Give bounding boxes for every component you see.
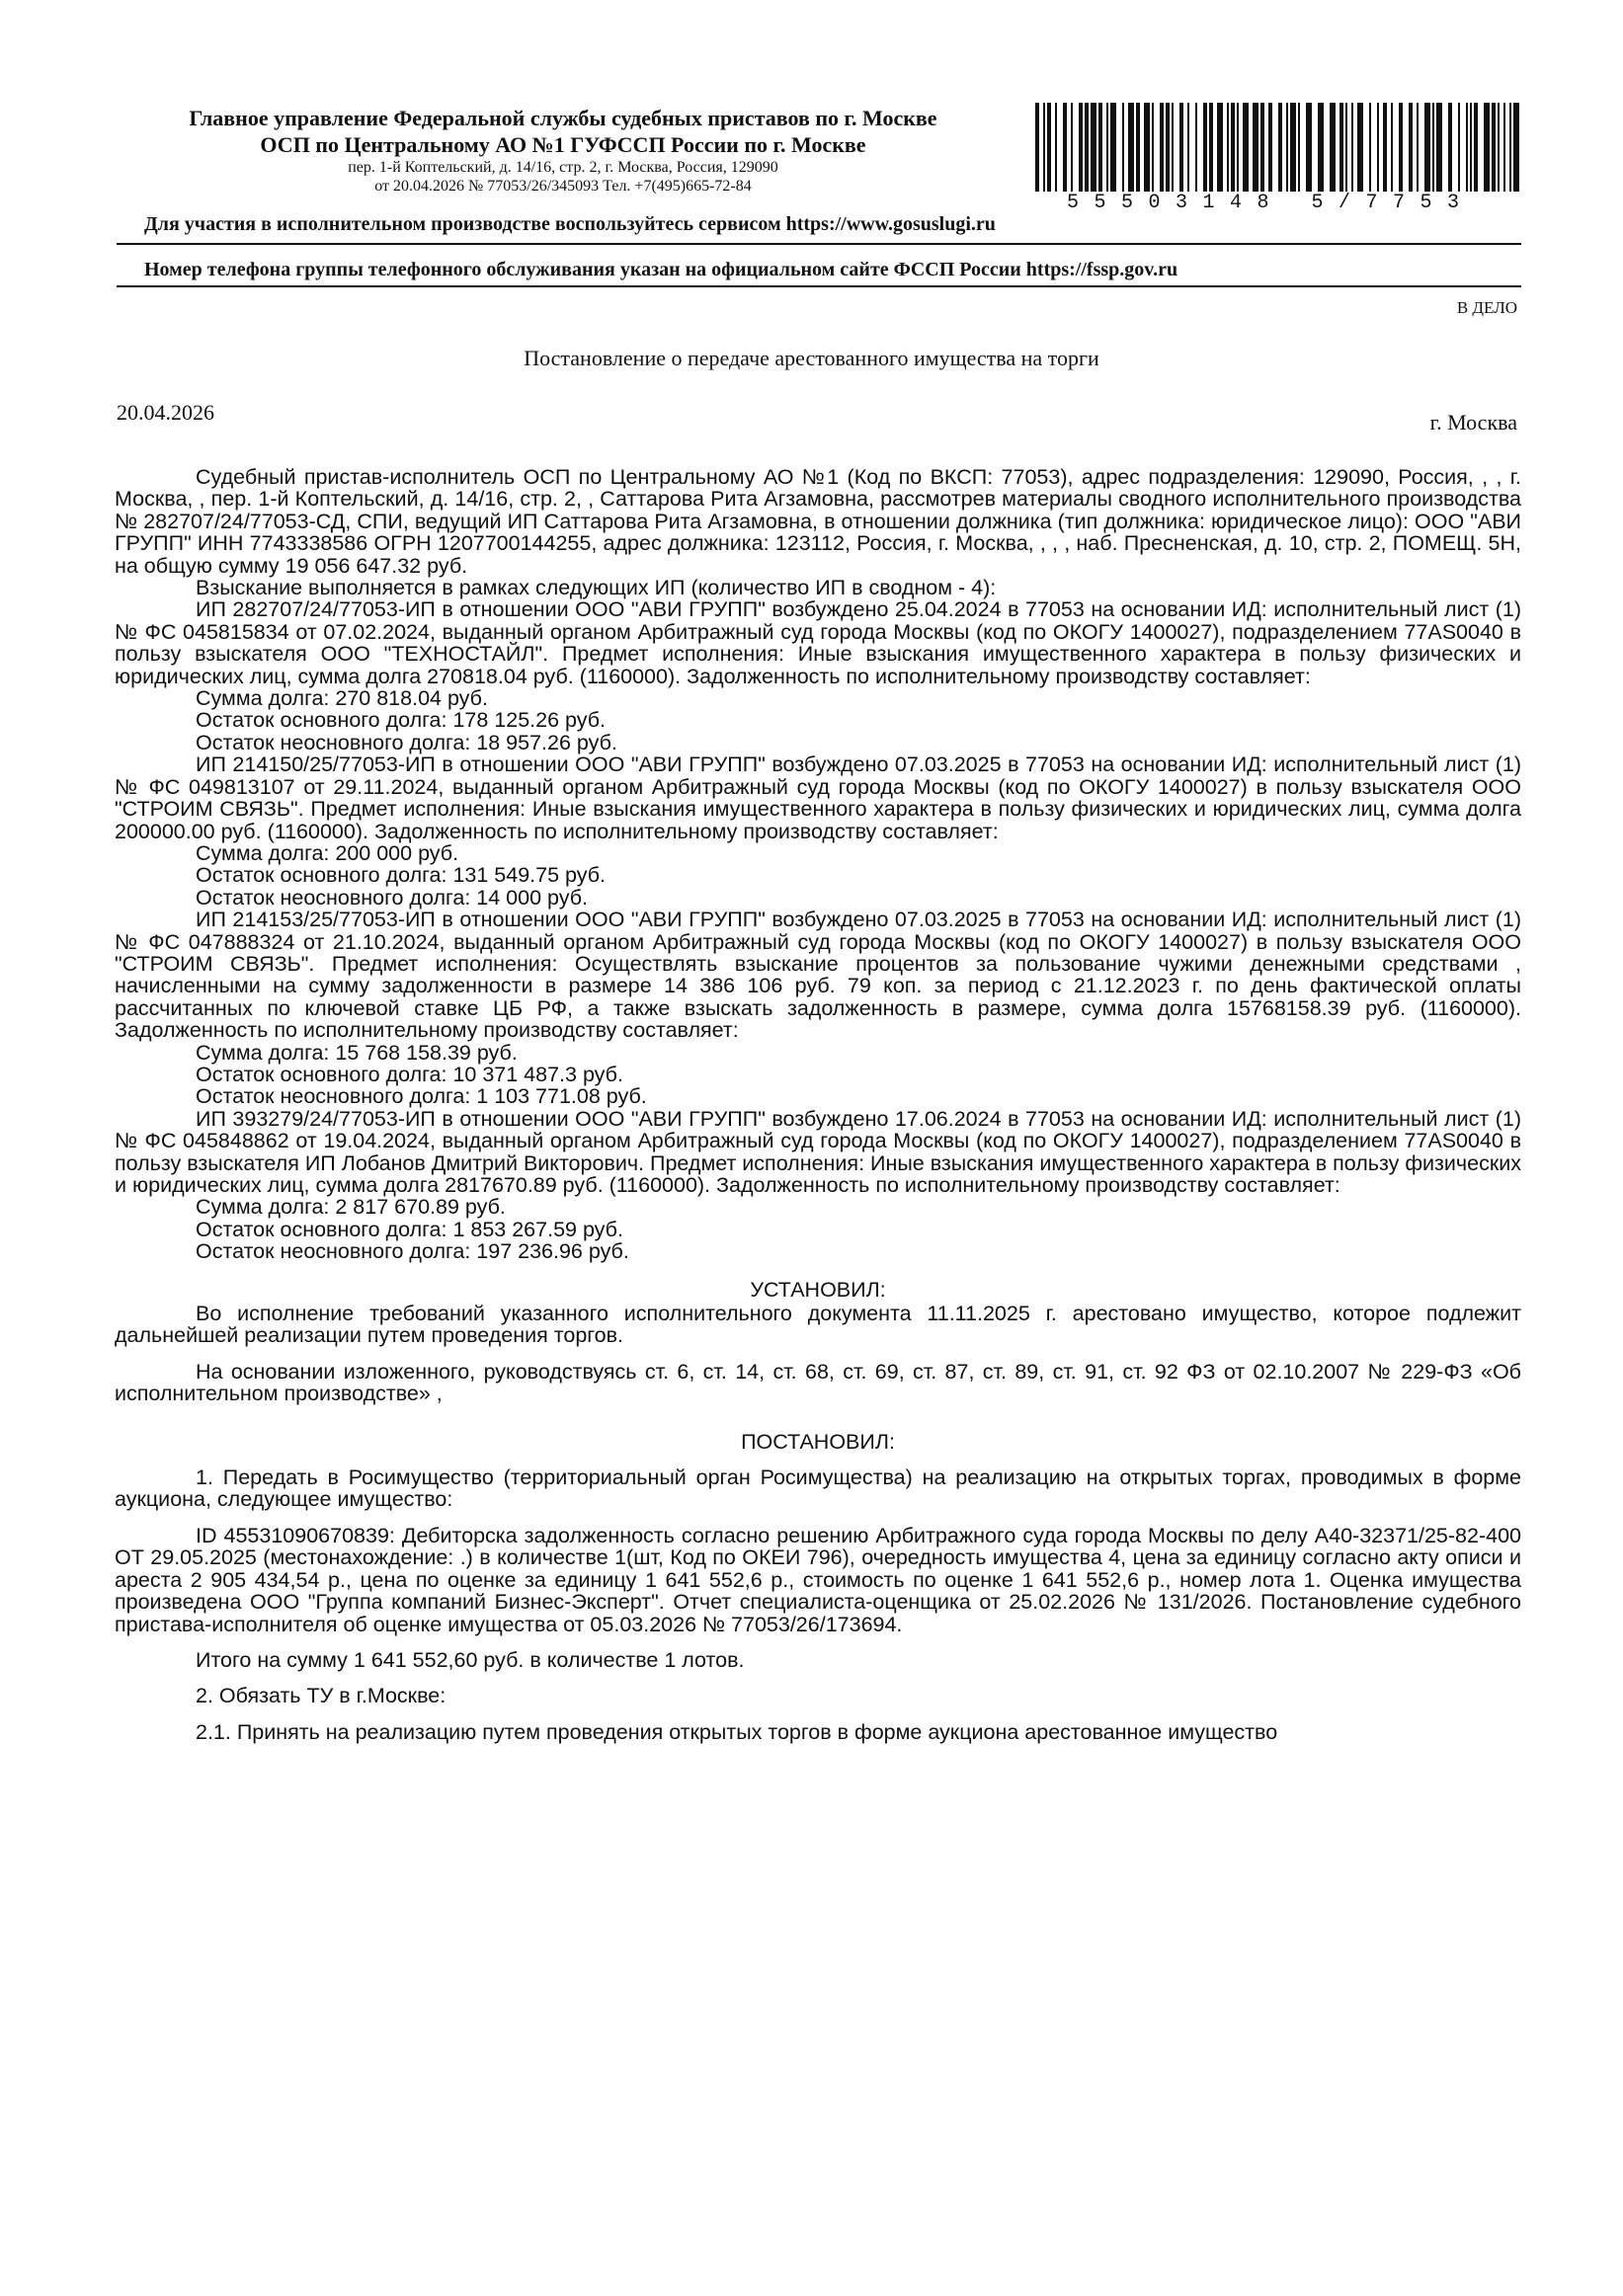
barcode-bar — [1318, 103, 1324, 192]
barcode-bar — [1306, 103, 1312, 192]
barcode-bar — [1351, 103, 1353, 192]
barcode-bar — [1231, 103, 1235, 192]
established-paragraph: Во исполнение требований указанного исполнительного документа 11.11.2025 г. арестовано имущество, которое подлежит дальнейшей реализации путем проведения торгов. — [115, 1302, 1521, 1348]
ip-debt: Сумма долга: 200 000 руб. — [196, 840, 459, 865]
barcode-bar — [1106, 103, 1108, 192]
barcode-bar — [1492, 103, 1496, 192]
barcode-bar — [1253, 103, 1258, 192]
ip-principal: Остаток основного долга: 1 853 267.59 руб. — [196, 1217, 623, 1241]
barcode-bar — [1227, 103, 1229, 192]
barcode-bar — [1436, 103, 1442, 192]
issuer-address: пер. 1-й Коптельский, д. 14/16, стр. 2, г. Москва, Россия, 129090 — [348, 159, 778, 176]
barcode-bar — [1503, 103, 1505, 192]
ip-principal: Остаток основного долга: 10 371 487.3 руб. — [196, 1062, 623, 1086]
ip-debt: Сумма долга: 270 818.04 руб. — [196, 686, 488, 711]
ip-principal: Остаток основного долга: 178 125.26 руб. — [196, 708, 607, 733]
barcode-bar — [1369, 103, 1371, 192]
established-heading: УСТАНОВИЛ: — [750, 1277, 886, 1302]
barcode-bar — [1071, 103, 1073, 192]
issuer-reference: от 20.04.2026 № 77053/26/345093 Тел. +7(495)665-72-84 — [374, 178, 752, 195]
barcode-bar — [1424, 103, 1430, 192]
gosuslugi-notice: Для участия в исполнительном производстве воспользуйтесь сервисом https://www.gosuslugi.ru — [144, 213, 996, 235]
barcode-bar — [1179, 103, 1183, 192]
ip-debt: Сумма долга: 2 817 670.89 руб. — [196, 1195, 506, 1220]
barcode-bar — [1345, 103, 1347, 192]
divider — [117, 285, 1521, 287]
barcode-bar — [1203, 103, 1207, 192]
barcode-bar — [1391, 103, 1393, 192]
v-delo-mark: В ДЕЛО — [1456, 298, 1517, 317]
document-body — [115, 466, 1521, 1743]
intro-paragraph: Судебный пристав-исполнитель ОСП по Центральному АО №1 (Код по ВКСП: 77053), адрес подразделения: 129090, Россия, , , г. Москва, , пер. 1-й Коптельский, д. 14/16, стр. 2, , Саттарова Рита Агзамовна, рассмотрев материалы сводного исполнительного производства № 282707/24/77053-СД, СПИ, ведущий ИП Саттарова Рита Агзамовна, в отношении должника (тип должника: юридическое лицо): ООО "АВИ ГРУПП" ИНН 7743338586 ОГРН 1207700144255, адрес должника: 123112, Россия, г. Москва, , , , наб. Пресненская, д. 10, стр. 2, ПОМЕЩ. 5Н, на общую сумму 19 056 647.32 руб. — [115, 465, 1521, 578]
barcode-bar — [1260, 103, 1264, 192]
ip-non-principal: Остаток неосновного долга: 1 103 771.08 руб. — [196, 1084, 647, 1109]
barcode-bar — [1513, 103, 1519, 192]
property-paragraph: ID 45531090670839: Дебиторска задолженность согласно решению Арбитражного суда города Москвы по делу А40-32371/25-82-400 ОТ 29.05.2025 (местонахождение: .) в количестве 1(шт, Код по ОКЕИ 796), очередность имущества 4, цена за единицу согласно акту описи и ареста 2 905 434,54 р., цена по оценке за единицу 1 641 552,6 р., стоимость по оценке 1 641 552,6 р., номер лота 1. Оценка имущества произведена ООО "Группа компаний Бизнес-Эксперт". Отчет специалиста-оценщика от 25.02.2026 № 131/2026. Постановление судебного пристава-исполнителя об оценке имущества от 05.03.2026 № 77053/26/173694. — [115, 1523, 1521, 1636]
barcode-bar — [1098, 103, 1102, 192]
barcode-bar — [1432, 103, 1434, 192]
decision-item-2-1: 2.1. Принять на реализацию путем проведения открытых торгов в форме аукциона арестованное имущество — [196, 1719, 1278, 1744]
barcode-bar — [1079, 103, 1083, 192]
total-line: Итого на сумму 1 641 552,60 руб. в количестве 1 лотов. — [196, 1647, 745, 1672]
barcode-bar — [1217, 103, 1223, 192]
barcode-bar — [1209, 103, 1213, 192]
ip-non-principal: Остаток неосновного долга: 14 000 руб. — [196, 885, 589, 910]
barcode-bar — [1172, 103, 1174, 192]
ip-non-principal: Остаток неосновного долга: 197 236.96 руб. — [196, 1239, 629, 1264]
decision-item-1: 1. Передать в Росимущество (территориальный орган Росимущества) на реализацию на открытых торгах, проводимых в форме аукциона, следующее имущество: — [115, 1465, 1521, 1512]
barcode-bar — [1298, 103, 1300, 192]
ip-debt: Сумма долга: 15 768 158.39 руб. — [196, 1040, 518, 1065]
barcode-bar — [1187, 103, 1189, 192]
issuer-org-name: Главное управление Федеральной службы судебных приставов по г. Москве — [189, 106, 937, 130]
ip-paragraph: ИП 282707/24/77053-ИП в отношении ООО "АВИ ГРУПП" возбуждено 25.04.2024 в 77053 на основании ИД: исполнительный лист (1) № ФС 045815834 от 07.02.2024, выданный органом Арбитражный суд города Москвы (код по ОКОГУ 1400027), подразделением 77AS0040 в пользу взыскателя ООО "ТЕХНОСТАЙЛ". Предмет исполнения: Иные взыскания имущественного характера в пользу физических и юридических лиц, сумма долга 270818.04 руб. (1160000). Задолженность по исполнительному производству составляет: — [115, 597, 1521, 688]
barcode-bar — [1470, 103, 1472, 192]
barcode-bar — [1085, 103, 1089, 192]
ip-principal: Остаток основного долга: 131 549.75 руб. — [196, 863, 607, 888]
basis-paragraph: На основании изложенного, руководствуясь ст. 6, ст. 14, ст. 68, ст. 69, ст. 87, ст. 89, ст. 91, ст. 92 ФЗ от 02.10.2007 № 229-ФЗ «Об исполнительном производстве» , — [115, 1359, 1521, 1406]
barcode-bar — [1290, 103, 1296, 192]
barcode-bar — [1286, 103, 1288, 192]
barcode-bar — [1055, 103, 1057, 192]
barcode-bar — [1278, 103, 1282, 192]
barcode-bar — [1166, 103, 1170, 192]
barcode-bar — [1409, 103, 1413, 192]
recovery-intro: Взыскание выполняется в рамках следующих ИП (количество ИП в сводном - 4): — [196, 576, 997, 600]
ip-non-principal: Остаток неосновного долга: 18 957.26 руб. — [196, 730, 617, 754]
document-date: 20.04.2026 — [117, 400, 214, 425]
barcode-bar — [1144, 103, 1150, 192]
barcode — [1033, 103, 1521, 192]
barcode-bar — [1448, 103, 1452, 192]
barcode-bar — [1339, 103, 1343, 192]
barcode-bar — [1399, 103, 1403, 192]
issuer-department: ОСП по Центральному АО №1 ГУФССП России по г. Москве — [260, 132, 866, 157]
barcode-bar — [1128, 103, 1134, 192]
barcode-bar — [1509, 103, 1511, 192]
ip-paragraph: ИП 393279/24/77053-ИП в отношении ООО "АВИ ГРУПП" возбуждено 17.06.2024 в 77053 на основании ИД: исполнительный лист (1) № ФС 045848862 от 19.04.2024, выданный органом Арбитражный суд города Москвы (код по ОКОГУ 1400027), подразделением 77AS0040 в пользу взыскателя ИП Лобанов Дмитрий Викторович. Предмет исполнения: Иные взыскания имущественного характера в пользу физических и юридических лиц, сумма долга 2817670.89 руб. (1160000). Задолженность по исполнительному производству составляет: — [115, 1106, 1521, 1197]
barcode-bar — [1417, 103, 1419, 192]
barcode-bar — [1160, 103, 1164, 192]
barcode-bar — [1043, 103, 1045, 192]
ip-paragraph: ИП 214153/25/77053-ИП в отношении ООО "АВИ ГРУПП" возбуждено 07.03.2025 в 77053 на основании ИД: исполнительный лист (1) № ФС 047888324 от 21.10.2024, выданный органом Арбитражный суд города Москвы (код по ОКОГУ 1400027) в пользу взыскателя ООО "СТРОИМ СВЯЗЬ". Предмет исполнения: Осуществлять взыскание процентов за пользование чужими денежными средствами , начисленными на сумму задолженности в размере 14 386 106 руб. 79 коп. за период с 21.12.2023 г. по день фактической оплаты рассчитанных по ключевой ставке ЦБ РФ, а также взыскать задолженность в размере, сумма долга 15768158.39 руб. (1160000). Задолженность по исполнительному производству составляет: — [115, 908, 1521, 1043]
barcode-bar — [1330, 103, 1336, 192]
ip-paragraph: ИП 214150/25/77053-ИП в отношении ООО "АВИ ГРУПП" возбуждено 07.03.2025 в 77053 на основании ИД: исполнительный лист (1) № ФС 049813107 от 29.11.2024, выданный органом Арбитражный суд города Москвы (код по ОКОГУ 1400027) в пользу взыскателя ООО "СТРОИМ СВЯЗЬ". Предмет исполнения: Иные взыскания имущественного характера в пользу физических и юридических лиц, сумма долга 200000.00 руб. (1160000). Задолженность по исполнительному производству составляет: — [115, 752, 1521, 843]
barcode-bar — [1152, 103, 1154, 192]
barcode-bar — [1136, 103, 1140, 192]
document-title: Постановление о передаче арестованного имущества на торги — [524, 346, 1099, 370]
document-city: г. Москва — [1429, 410, 1517, 435]
divider — [117, 243, 1521, 245]
barcode-bar — [1268, 103, 1272, 192]
barcode-bar — [1035, 103, 1039, 192]
decision-item-2: 2. Обязать ТУ в г.Москве: — [196, 1684, 446, 1708]
barcode-bar — [1498, 103, 1500, 192]
barcode-bar — [1195, 103, 1197, 192]
barcode-digits: 55503148 5/7753 — [1067, 192, 1475, 214]
barcode-bar — [1458, 103, 1460, 192]
barcode-bar — [1091, 103, 1096, 192]
barcode-bar — [1243, 103, 1249, 192]
barcode-bar — [1474, 103, 1478, 192]
barcode-bar — [1383, 103, 1387, 192]
barcode-bar — [1484, 103, 1490, 192]
barcode-bar — [1063, 103, 1067, 192]
decided-heading: ПОСТАНОВИЛ: — [741, 1429, 895, 1454]
barcode-bar — [1047, 103, 1051, 192]
barcode-bar — [1377, 103, 1379, 192]
barcode-bar — [1122, 103, 1124, 192]
phone-notice: Номер телефона группы телефонного обслуживания указан на официальном сайте ФССП России https://fssp.gov.ru — [144, 259, 1178, 280]
issuer-block — [119, 105, 1008, 196]
barcode-bar — [1237, 103, 1239, 192]
barcode-bar — [1357, 103, 1363, 192]
barcode-bar — [1110, 103, 1116, 192]
barcode-bar — [1466, 103, 1468, 192]
